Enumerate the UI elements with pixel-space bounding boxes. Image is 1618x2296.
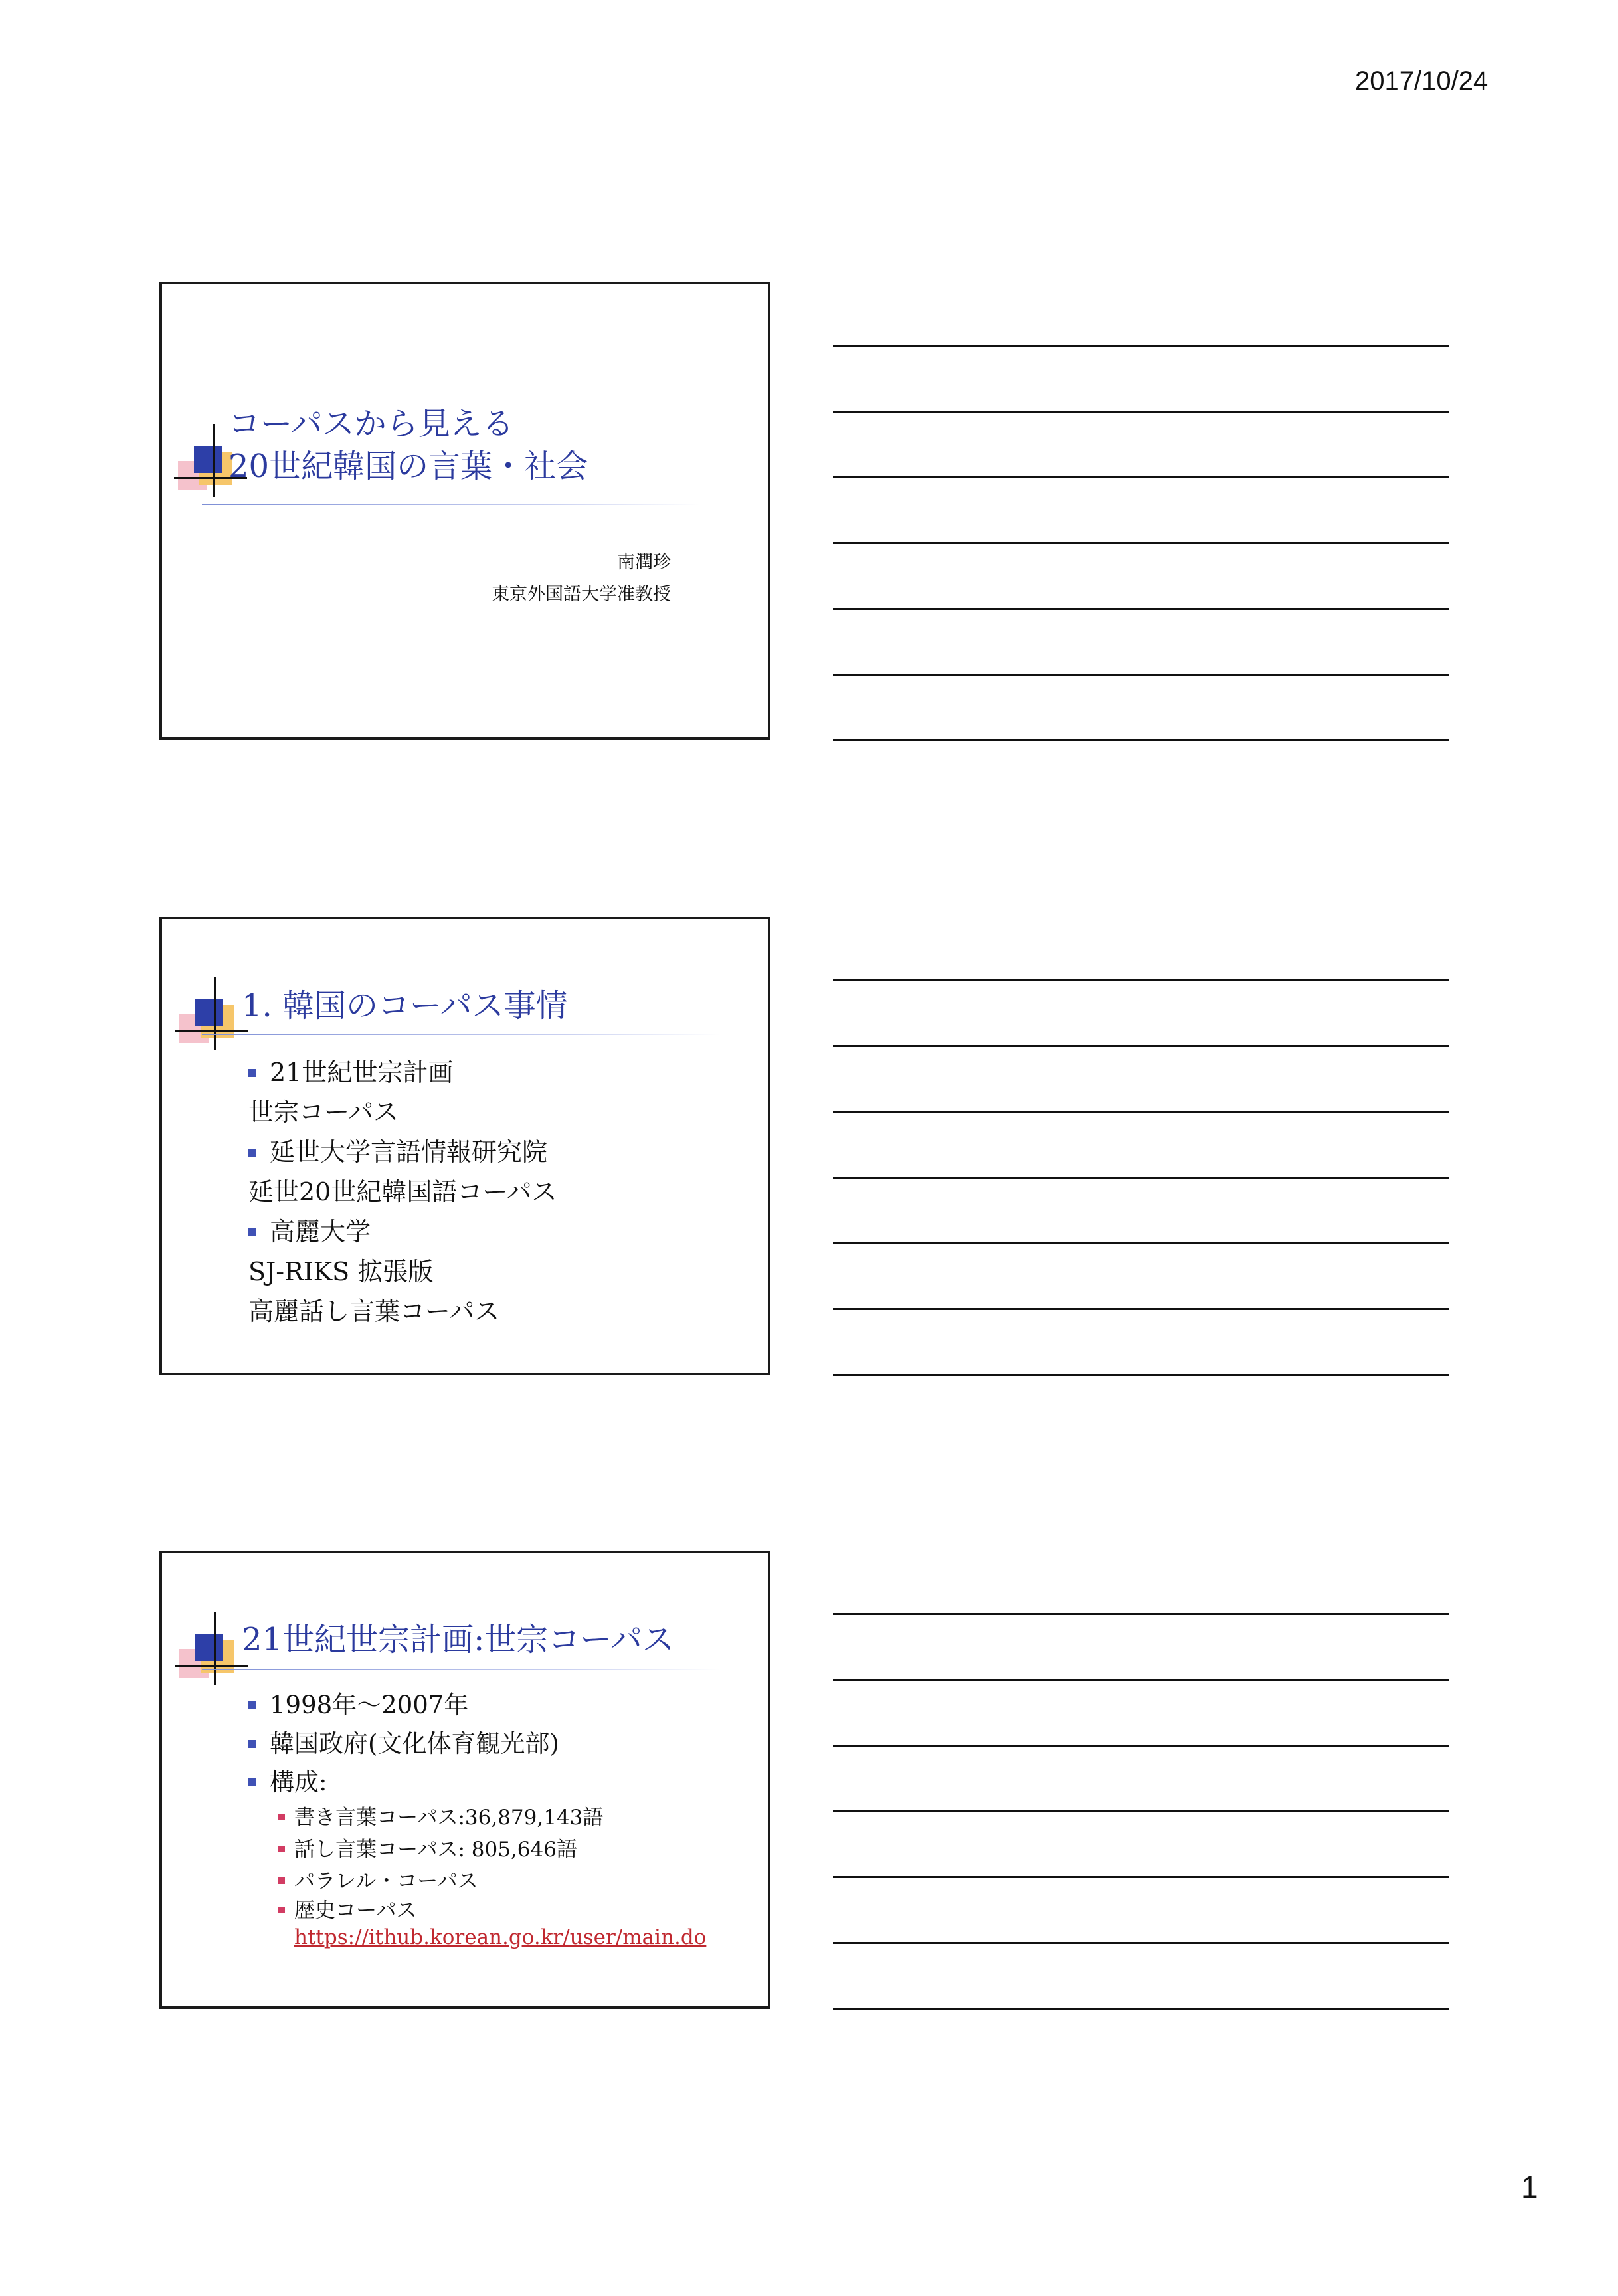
bullet-square-icon bbox=[248, 1778, 256, 1786]
list-item: 構成: bbox=[248, 1763, 706, 1802]
bullet-square-icon bbox=[248, 1149, 256, 1157]
slide-decoration-icon bbox=[175, 977, 248, 1050]
sub-list-item: 書き言葉コーパス:36,879,143語 bbox=[248, 1802, 706, 1834]
slide-sejong-corpus bbox=[159, 1551, 770, 2009]
list-item: 21世紀世宗計画 bbox=[248, 1052, 557, 1092]
list-item: 延世20世紀韓国語コーパス bbox=[248, 1177, 557, 1206]
bullet-square-icon bbox=[248, 1740, 256, 1748]
bullet-square-icon bbox=[278, 1907, 285, 1913]
list-item: 世宗コーパス bbox=[248, 1098, 399, 1127]
list-item: 高麗話し言葉コーパス bbox=[248, 1297, 500, 1326]
slide-title: 21世紀世宗計画:世宗コーパス bbox=[242, 1621, 674, 1658]
author-affiliation: 東京外国語大学准教授 bbox=[492, 584, 671, 605]
author-name: 南潤珍 bbox=[617, 552, 671, 573]
corpus-list bbox=[248, 1052, 557, 1331]
slide-title-line-1: コーパスから見える bbox=[228, 405, 514, 442]
sub-list-item: 話し言葉コーパス: 805,646語 bbox=[248, 1834, 706, 1866]
slide-corpus-overview bbox=[159, 917, 770, 1375]
bullet-square-icon bbox=[278, 1846, 285, 1852]
slide-title-line-2: 20世紀韓国の言葉・社会 bbox=[228, 448, 588, 485]
title-rule bbox=[202, 1669, 720, 1670]
slide-title-page bbox=[159, 282, 770, 740]
list-item: SJ-RIKS 拡張版 bbox=[248, 1257, 434, 1286]
bullet-square-icon bbox=[248, 1701, 256, 1709]
list-item: 1998年～2007年 bbox=[248, 1686, 706, 1725]
korean-corpus-link[interactable]: https://ithub.korean.go.kr/user/main.do bbox=[294, 1925, 707, 1949]
bullet-square-icon bbox=[248, 1228, 256, 1236]
bullet-square-icon bbox=[278, 1877, 285, 1884]
bullet-square-icon bbox=[278, 1814, 285, 1820]
sub-list-item bbox=[248, 1924, 706, 1951]
page-number: 1 bbox=[1521, 2170, 1538, 2204]
list-item: 延世大学言語情報研究院 bbox=[248, 1132, 557, 1172]
list-item: 高麗大学 bbox=[248, 1212, 557, 1252]
slide-title: 1. 韓国のコーパス事情 bbox=[242, 987, 568, 1024]
sub-list-item: 歴史コーパス bbox=[248, 1897, 706, 1924]
sub-list-item: パラレル・コーパス bbox=[248, 1866, 706, 1897]
title-rule bbox=[202, 504, 700, 505]
title-rule bbox=[202, 1034, 720, 1035]
bullet-square-icon bbox=[248, 1069, 256, 1077]
slide-decoration-icon bbox=[175, 1612, 248, 1685]
print-date: 2017/10/24 bbox=[1355, 66, 1488, 96]
sejong-details-list bbox=[248, 1686, 706, 1951]
list-item: 韓国政府(文化体育観光部) bbox=[248, 1725, 706, 1763]
